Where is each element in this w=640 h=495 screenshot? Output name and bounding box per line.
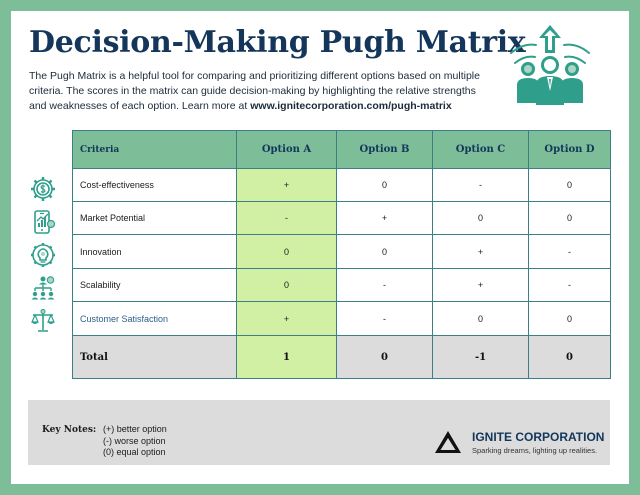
- criteria-cell: Innovation: [73, 235, 237, 269]
- criteria-cell: Customer Satisfaction: [73, 302, 237, 336]
- score-cell: +: [237, 302, 337, 336]
- key-notes-panel: [28, 400, 610, 465]
- team-growth-icon: [503, 23, 597, 107]
- score-cell: -: [529, 269, 610, 302]
- score-cell: +: [237, 169, 337, 202]
- pugh-matrix-table: [72, 130, 611, 379]
- intro-paragraph: [29, 69, 491, 114]
- key-note-item: (-) worse option: [103, 435, 166, 446]
- score-cell: +: [433, 269, 529, 302]
- brand-tagline: Sparking dreams, lighting up realities.: [472, 446, 598, 455]
- score-cell: 0: [433, 302, 529, 336]
- score-cell: 0: [433, 202, 529, 235]
- score-cell: 0: [237, 269, 337, 302]
- total-option-d: 0: [529, 336, 610, 378]
- score-cell: 0: [337, 169, 433, 202]
- score-cell: -: [237, 202, 337, 235]
- score-cell: 0: [237, 235, 337, 269]
- balance-scale-icon: [30, 308, 56, 334]
- criteria-cell: Market Potential: [73, 202, 237, 235]
- total-option-c: -1: [433, 336, 529, 378]
- key-note-item: (+) better option: [103, 424, 167, 434]
- score-cell: -: [337, 269, 433, 302]
- score-cell: -: [529, 235, 610, 269]
- column-header-option-c: Option C: [433, 131, 529, 169]
- score-cell: +: [337, 202, 433, 235]
- intro-text: The Pugh Matrix is a helpful tool for comparing and prioritizing different options based on multiple criteria. The scores in the matrix can guide decision-making by highlighting the relative strengths and weaknesses of each option. Learn more at: [29, 70, 480, 112]
- hierarchy-icon: [30, 275, 56, 301]
- phone-chart-icon: [30, 209, 56, 235]
- score-cell: 0: [529, 302, 610, 336]
- total-label: Total: [73, 336, 237, 378]
- page-frame: [11, 11, 629, 484]
- brand-name: IGNITE CORPORATION: [472, 430, 605, 444]
- key-note-item: (0) equal option: [103, 447, 166, 457]
- criteria-cell: Scalability: [73, 269, 237, 302]
- column-header-option-a: Option A: [237, 131, 337, 169]
- score-cell: 0: [529, 169, 610, 202]
- column-header-option-d: Option D: [529, 131, 610, 169]
- total-option-a: 1: [237, 336, 337, 378]
- criteria-cell: Cost-effectiveness: [73, 169, 237, 202]
- key-notes-list: [103, 424, 167, 459]
- score-cell: -: [433, 169, 529, 202]
- score-cell: 0: [337, 235, 433, 269]
- score-cell: +: [433, 235, 529, 269]
- learn-more-link[interactable]: www.ignitecorporation.com/pugh-matrix: [250, 100, 452, 112]
- column-header-criteria: Criteria: [73, 131, 237, 169]
- lightbulb-gear-icon: [30, 242, 56, 268]
- total-option-b: 0: [337, 336, 433, 378]
- column-header-option-b: Option B: [337, 131, 433, 169]
- triangle-logo-icon: [433, 429, 463, 455]
- score-cell: 0: [529, 202, 610, 235]
- page-title: Decision-Making Pugh Matrix: [29, 25, 526, 60]
- score-cell: -: [337, 302, 433, 336]
- dollar-gear-icon: [30, 176, 56, 202]
- key-notes-title: Key Notes:: [42, 425, 97, 435]
